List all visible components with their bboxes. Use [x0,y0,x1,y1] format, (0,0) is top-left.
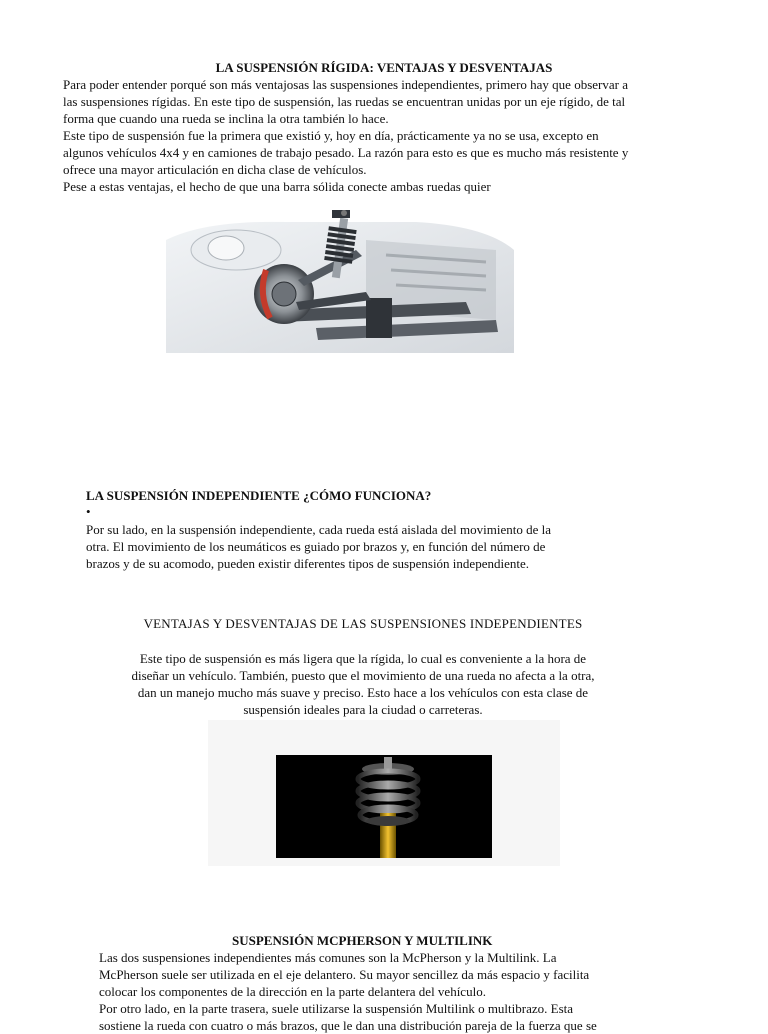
text-line: las suspensiones rígidas. En este tipo de suspensión, las ruedas se encuentran unidas por un eje rígido, de tal [63,94,626,109]
text-line: sostiene la rueda con cuatro o más brazos, que le dan una distribución pareja de la fuerza que se [99,1018,597,1033]
paragraph-rigid-intro [63,76,753,195]
text-line: McPherson suele ser utilizada en el eje delantero. Su mayor sencillez da más espacio y facilita [99,967,590,982]
shock-absorber-image [276,755,492,858]
text-line: brazos y de su acomodo, pueden existir diferentes tipos de suspensión independiente. [86,556,529,571]
text-line: Por otro lado, en la parte trasera, suele utilizarse la suspensión Multilink o multibrazo. Esta [99,1001,574,1016]
text-line: dan un manejo mucho más suave y preciso. Esto hace a los vehículos con esta clase de [137,685,589,700]
text-line: Este tipo de suspensión es más ligera que la rígida, lo cual es conveniente a la hora de [139,651,587,666]
text-line: suspensión ideales para la ciudad o carreteras. [243,702,483,717]
bullet-marker: • [86,504,91,519]
text-line: Por su lado, en la suspensión independiente, cada rueda está aislada del movimiento de la [86,522,551,537]
text-line: ofrece una mayor articulación en dicha clase de vehículos. [63,162,367,177]
section-title-independent-suspension: LA SUSPENSIÓN INDEPENDIENTE ¿CÓMO FUNCIONA? [86,488,432,503]
text-line: Este tipo de suspensión fue la primera que existió y, hoy en día, prácticamente ya no se usa, excepto en [63,128,599,143]
text-line: colocar los componentes de la dirección en la parte delantera del vehículo. [99,984,486,999]
paragraph-independent [86,521,686,572]
section-title-mcpherson-multilink: SUSPENSIÓN MCPHERSON Y MULTILINK [232,933,493,948]
section-title-advantages: VENTAJAS Y DESVENTAJAS DE LAS SUSPENSIONES INDEPENDIENTES [143,616,583,631]
paragraph-mcpherson [99,949,739,1034]
text-line: forma que cuando una rueda se inclina la otra también lo hace. [63,111,389,126]
text-line: Para poder entender porqué son más ventajosas las suspensiones independientes, primero hay que observar a [63,77,628,92]
paragraph-advantages [60,650,666,718]
text-line: algunos vehículos 4x4 y en camiones de trabajo pesado. La razón para esto es que es mucho más resistente y [63,145,629,160]
text-line: otra. El movimiento de los neumáticos es guiado por brazos y, en función del número de [86,539,546,554]
suspension-assembly-image [166,210,514,353]
section-title-rigid-suspension: LA SUSPENSIÓN RÍGIDA: VENTAJAS Y DESVENTAJAS [215,60,553,75]
text-line: Pese a estas ventajas, el hecho de que una barra sólida conecte ambas ruedas quier [63,179,491,194]
text-line: Las dos suspensiones independientes más comunes son la McPherson y la Multilink. La [99,950,557,965]
text-line: diseñar un vehículo. También, puesto que el movimiento de una rueda no afecta a la otra, [131,668,595,683]
